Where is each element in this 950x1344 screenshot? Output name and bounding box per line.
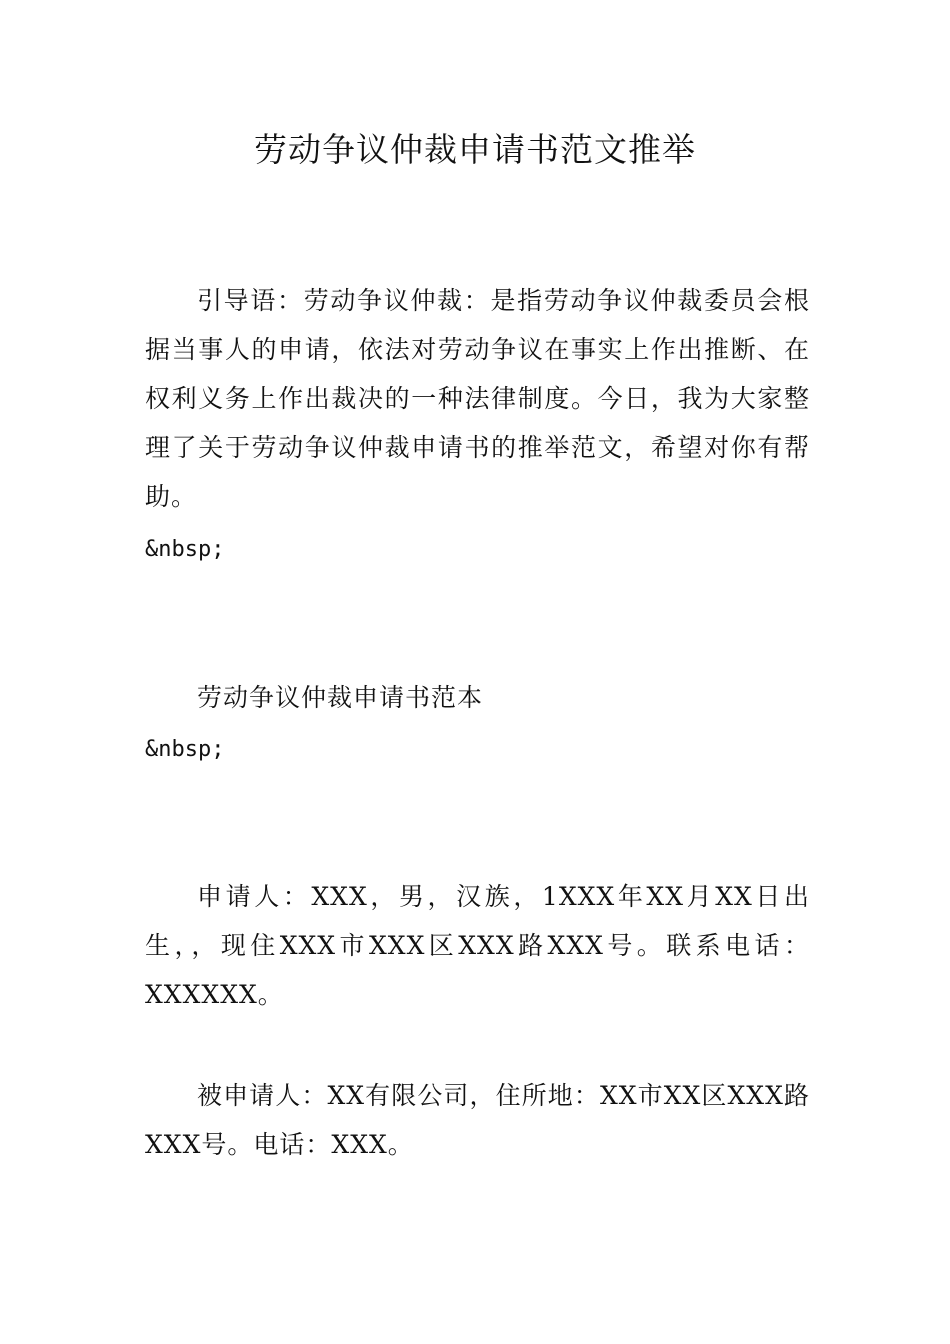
intro-paragraph: 引导语：劳动争议仲裁：是指劳动争议仲裁委员会根据当事人的申请，依法对劳动争议在事实上作出推断、在权利义务上作出裁决的一种法律制度。今日，我为大家整理了关于劳动争议仲裁申请书的推举范文，希望对你有帮助。 [145,286,810,511]
nbsp-text-2: &nbsp; [145,737,225,762]
respondent-paragraph: 被申请人：XX有限公司，住所地：XX市XX区XXX路XXX号。电话：XXX。 [145,1081,810,1159]
document-title: 劳动争议仲裁申请书范文推举 [254,130,696,169]
section-heading: 劳动争议仲裁申请书范本 [197,683,484,712]
nbsp-text-1: &nbsp; [145,537,225,562]
applicant-paragraph: 申请人：XXX，男，汉族，1XXX年XX月XX日出生，，现住XXX市XXX区XXX路XXX号。联系电话：XXXXXX。 [145,882,810,1009]
